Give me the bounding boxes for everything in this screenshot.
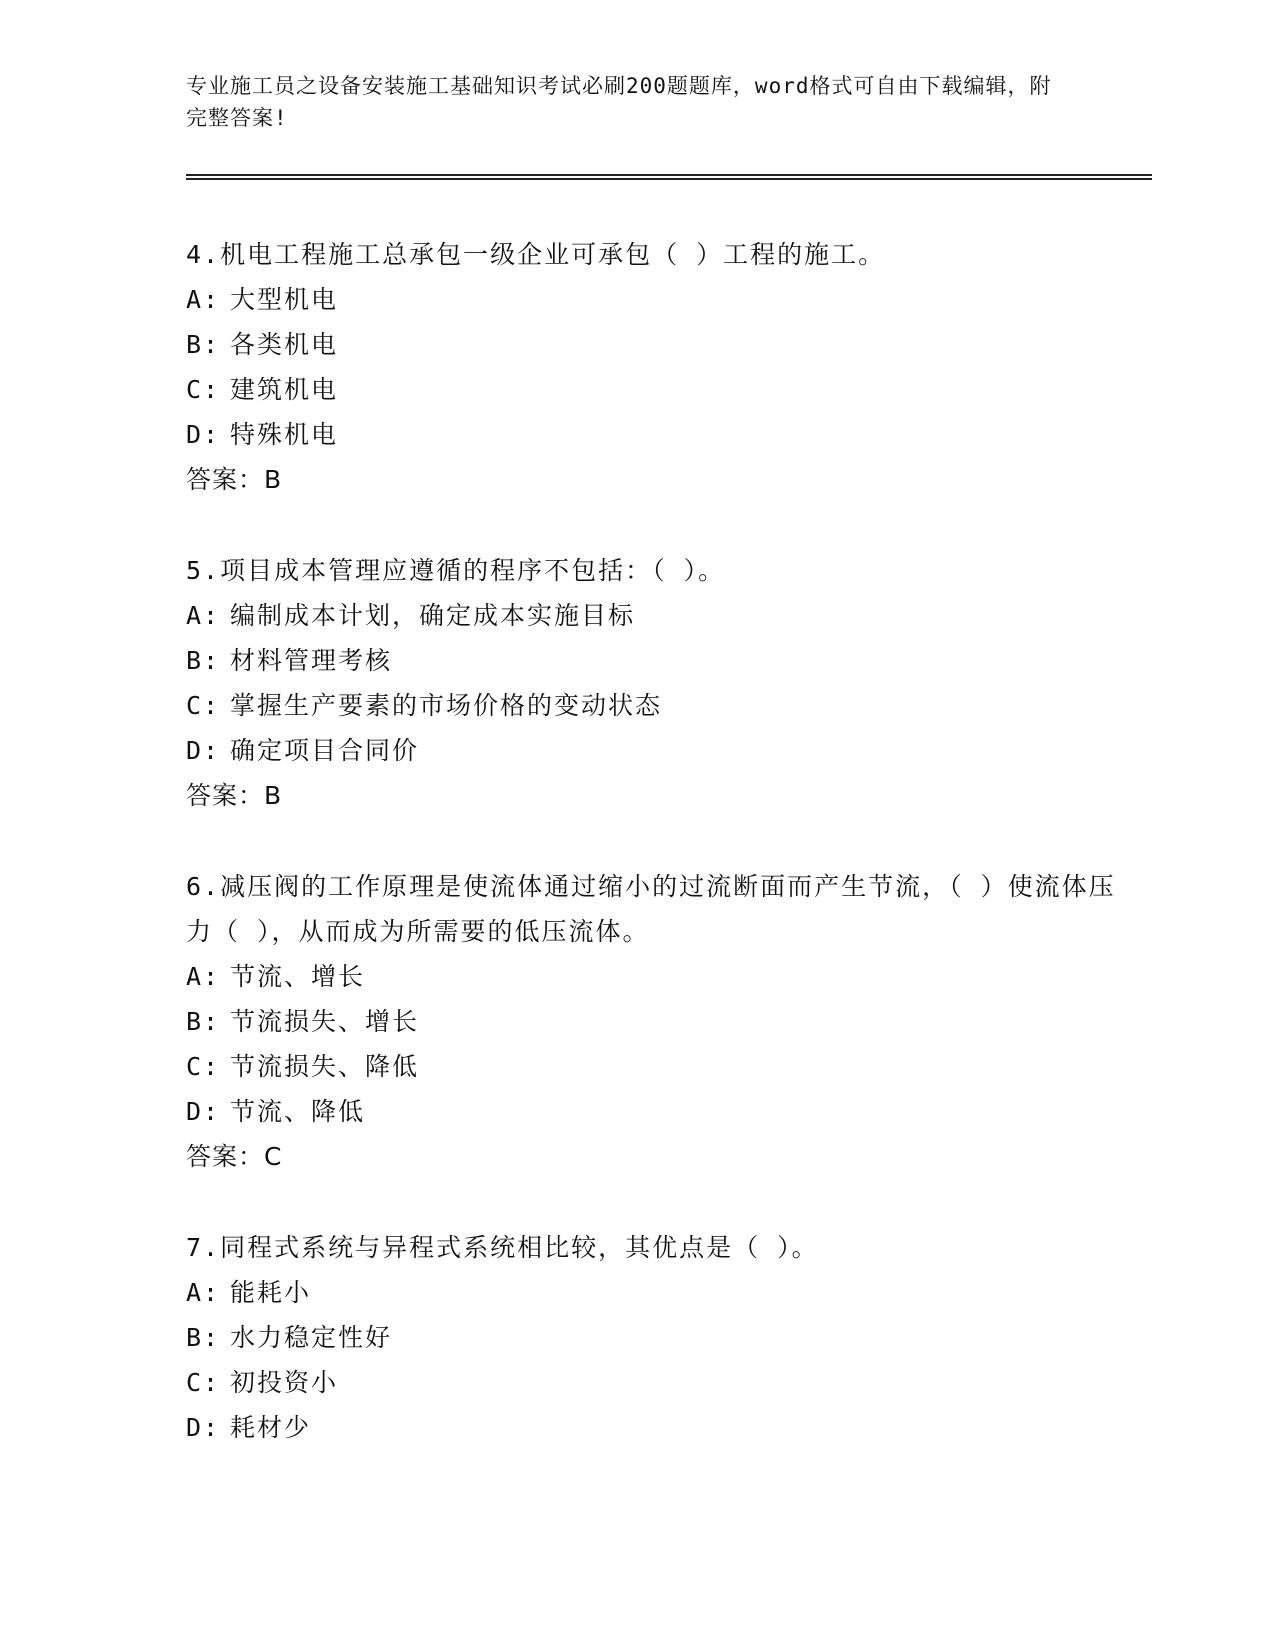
option-c (186, 367, 1136, 412)
option-d (186, 728, 1136, 773)
option-label: D: (186, 1097, 221, 1126)
option-text: 节流、降低 (230, 1097, 366, 1126)
option-text: 确定项目合同价 (230, 736, 420, 765)
option-a (186, 593, 1136, 638)
option-label: C: (186, 1052, 221, 1081)
option-label: A: (186, 1278, 221, 1307)
option-a (186, 277, 1136, 322)
document-header: 专业施工员之设备安装施工基础知识考试必刷200题题库，word格式可自由下载编辑，附完整答案! (186, 74, 1052, 130)
option-label: C: (186, 691, 221, 720)
option-label: B: (186, 646, 221, 675)
option-d (186, 412, 1136, 457)
option-text: 掌握生产要素的市场价格的变动状态 (230, 691, 663, 720)
option-text: 能耗小 (230, 1278, 312, 1307)
option-text: 编制成本计划，确定成本实施目标 (230, 601, 636, 630)
header-divider (186, 174, 1152, 176)
option-c (186, 1044, 1136, 1089)
option-b (186, 322, 1136, 367)
question-4 (186, 232, 1136, 502)
question-stem: 5.项目成本管理应遵循的程序不包括：（ ）。 (186, 556, 726, 585)
option-text: 节流损失、增长 (230, 1007, 420, 1036)
option-text: 建筑机电 (230, 375, 339, 404)
question-6 (186, 864, 1136, 1179)
option-b (186, 999, 1136, 1044)
answer-line: 答案：C (186, 1142, 283, 1171)
option-text: 耗材少 (230, 1413, 312, 1442)
option-text: 初投资小 (230, 1368, 339, 1397)
document-page (186, 70, 1136, 1450)
option-c (186, 683, 1136, 728)
option-text: 节流、增长 (230, 962, 366, 991)
option-d (186, 1089, 1136, 1134)
option-b (186, 638, 1136, 683)
question-5 (186, 548, 1136, 818)
question-stem: 4.机电工程施工总承包一级企业可承包（ ）工程的施工。 (186, 240, 886, 269)
option-label: D: (186, 1413, 221, 1442)
option-text: 各类机电 (230, 330, 339, 359)
option-text: 大型机电 (230, 285, 339, 314)
option-text: 特殊机电 (230, 420, 339, 449)
option-label: D: (186, 736, 221, 765)
question-stem: 6.减压阀的工作原理是使流体通过缩小的过流断面而产生节流，（ ）使流体压力（ ），从而成为所需要的低压流体。 (186, 872, 1116, 946)
question-7 (186, 1225, 1136, 1450)
option-text: 节流损失、降低 (230, 1052, 420, 1081)
answer-line: 答案：B (186, 465, 283, 494)
option-label: A: (186, 285, 221, 314)
option-text: 水力稳定性好 (230, 1323, 393, 1352)
option-label: A: (186, 962, 221, 991)
option-label: A: (186, 601, 221, 630)
option-b (186, 1315, 1136, 1360)
option-c (186, 1360, 1136, 1405)
option-text: 材料管理考核 (230, 646, 393, 675)
option-label: B: (186, 1007, 221, 1036)
option-label: B: (186, 330, 221, 359)
option-label: C: (186, 1368, 221, 1397)
option-label: B: (186, 1323, 221, 1352)
option-label: C: (186, 375, 221, 404)
option-label: D: (186, 420, 221, 449)
option-d (186, 1405, 1136, 1450)
option-a (186, 954, 1136, 999)
header-divider-second (186, 178, 1152, 180)
question-stem: 7.同程式系统与异程式系统相比较，其优点是（ ）。 (186, 1233, 819, 1262)
option-a (186, 1270, 1136, 1315)
answer-line: 答案：B (186, 781, 283, 810)
